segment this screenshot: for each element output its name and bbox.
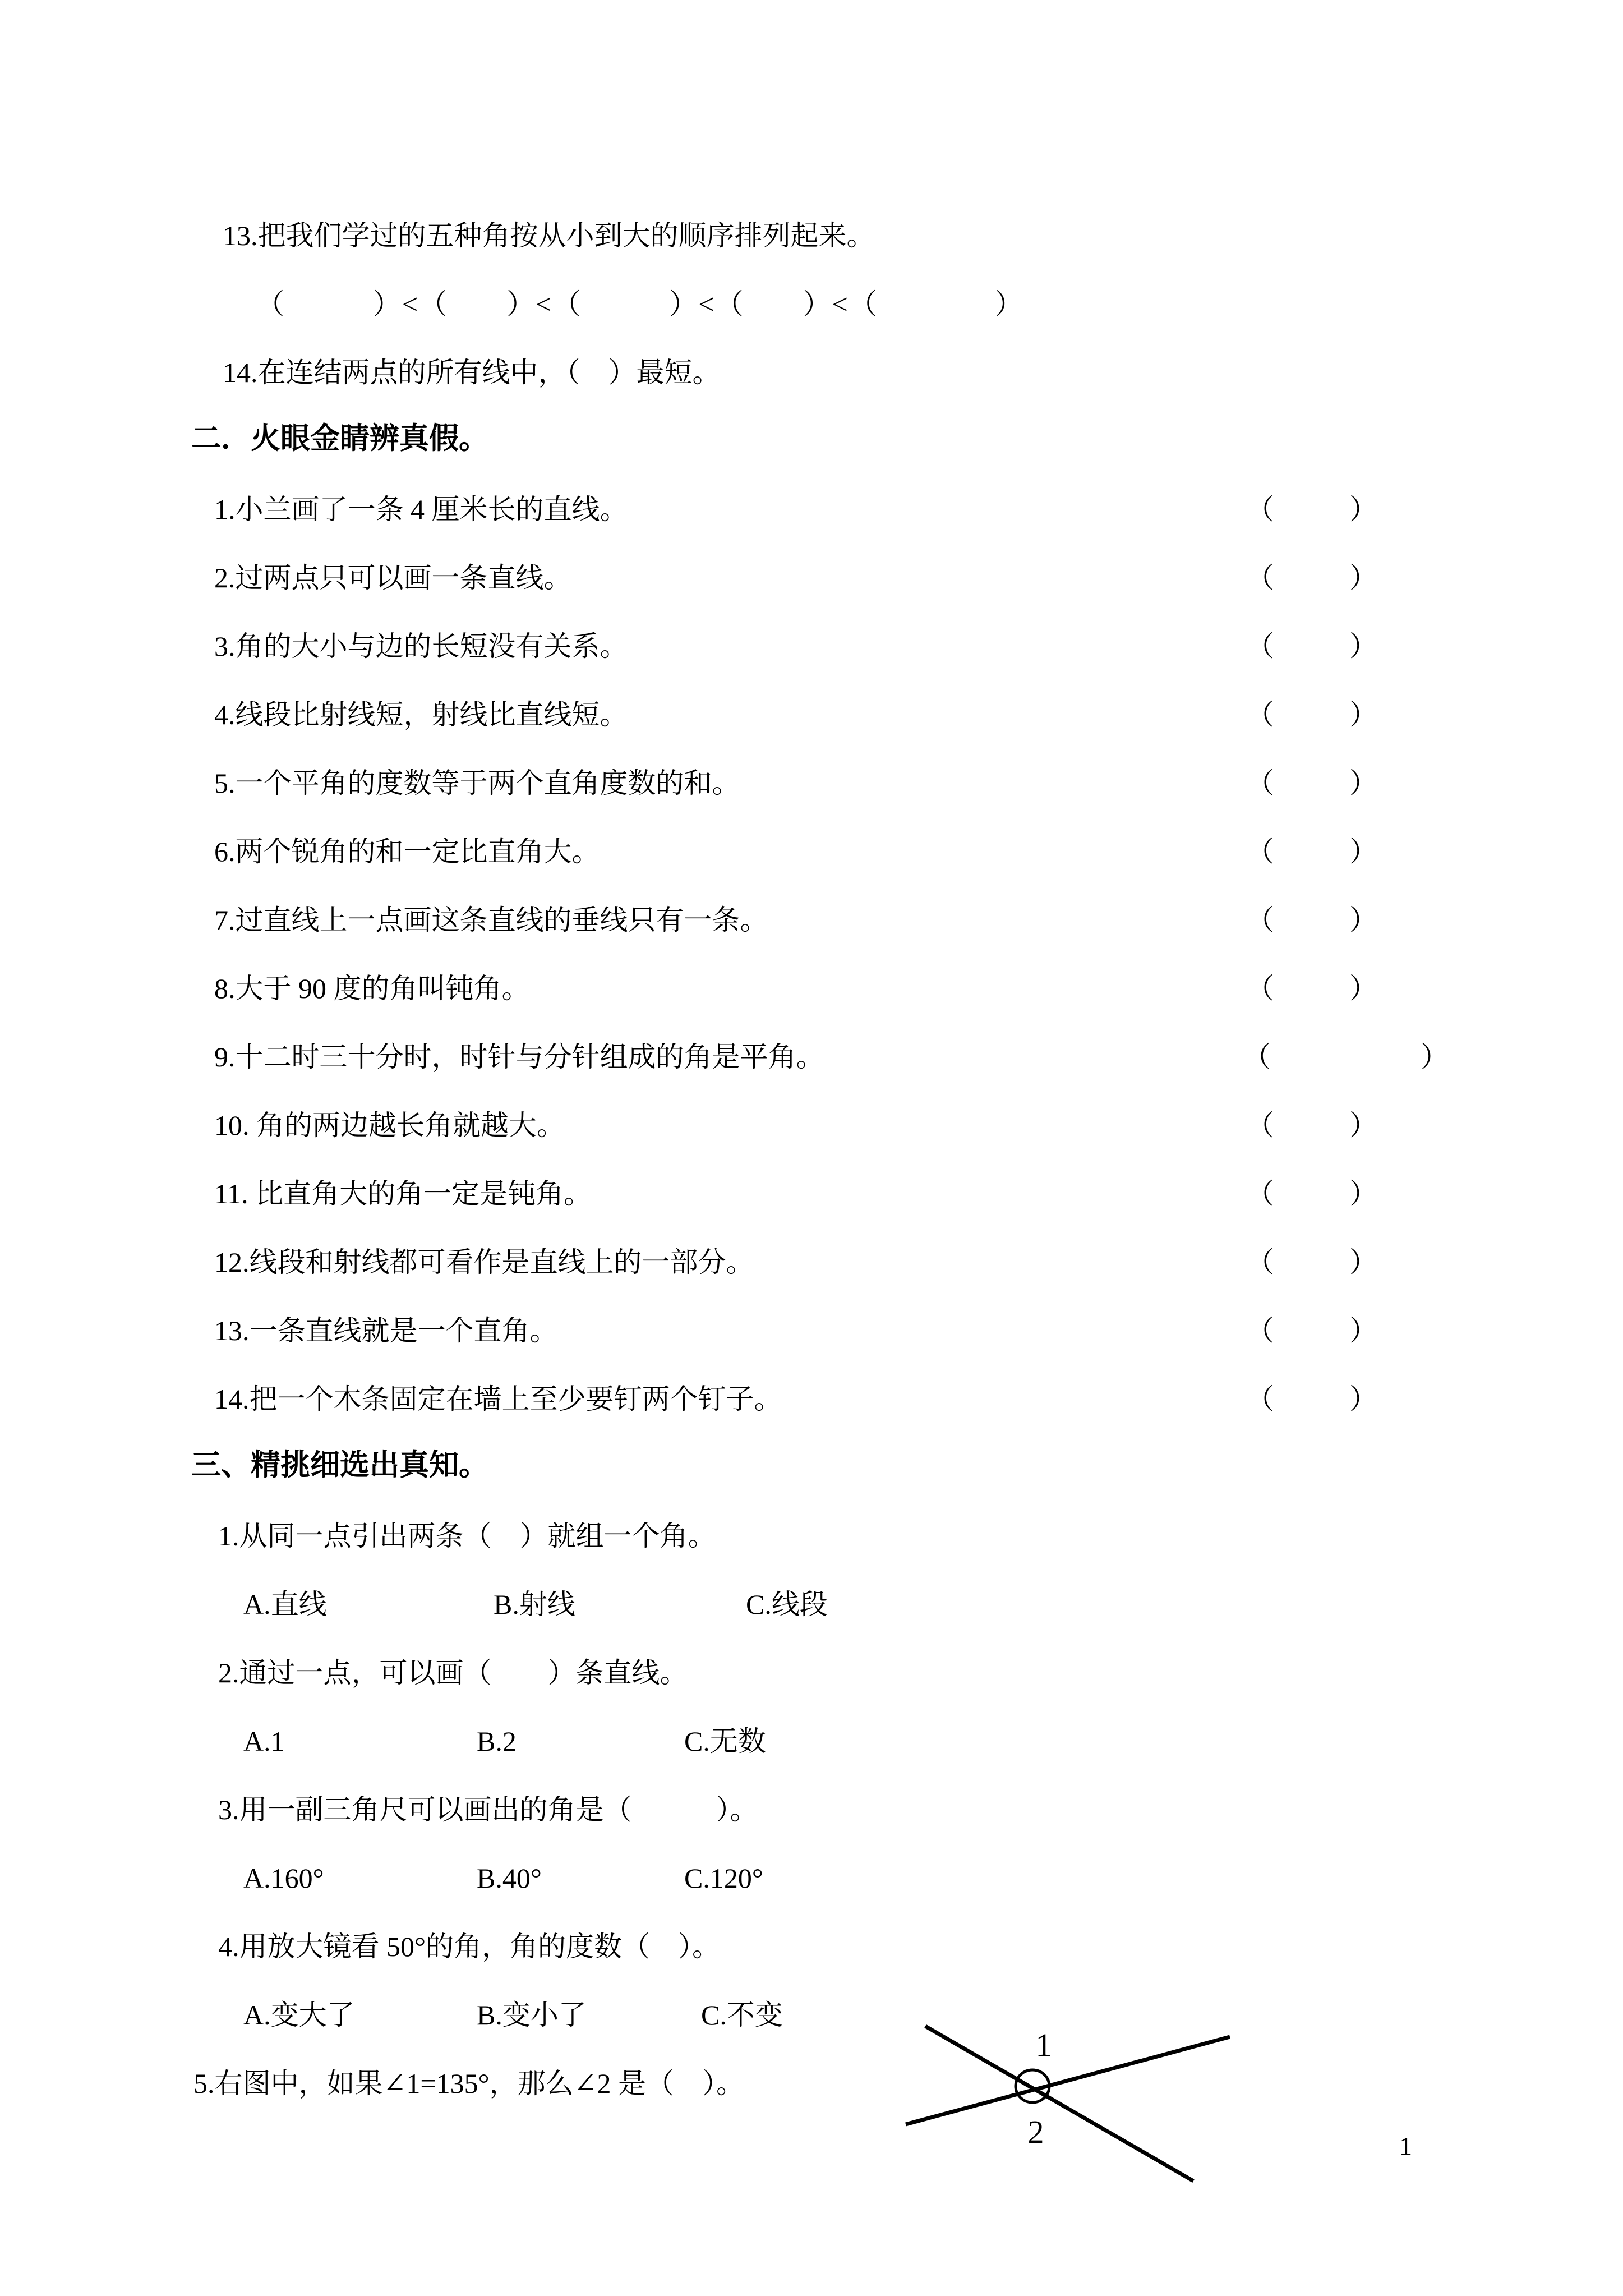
choice-option: A.直线 [243, 1589, 327, 1620]
page-number: 1 [1399, 2132, 1412, 2160]
true-false-item-text [214, 561, 572, 595]
answer-paren-open: （ [1246, 494, 1274, 525]
true-false-item-statement: 过两点只可以画一条直线。 [235, 562, 572, 593]
answer-paren-close: ） [1349, 1383, 1377, 1415]
true-false-item-statement: 小兰画了一条 4 厘米长的直线。 [235, 494, 628, 525]
true-false-item [0, 698, 1623, 731]
question-13-answer-blanks: （ ）<（ ）<（ ）<（ ）<（ ） [256, 288, 1024, 320]
true-false-item-number: 8. [214, 973, 236, 1004]
answer-paren-close: ） [1421, 1041, 1449, 1073]
choice-question-text: 从同一点引出两条（ ）就组一个角。 [239, 1520, 716, 1552]
choice-question-text: 通过一点，可以画（ ）条直线。 [239, 1657, 688, 1688]
answer-paren-close: ） [1349, 631, 1377, 662]
choice-question [218, 1930, 720, 1963]
answer-paren-close: ） [1349, 1110, 1377, 1141]
answer-paren-open: （ [1243, 1041, 1271, 1073]
choice-question-text: 右图中，如果∠1=135°，那么∠2 是（ ）。 [214, 2068, 744, 2099]
true-false-item-number: 1. [214, 494, 236, 525]
choice-question-text: 用放大镜看 50°的角，角的度数（ ）。 [239, 1931, 720, 1962]
true-false-item-number: 14. [214, 1383, 250, 1415]
true-false-item-text [214, 1245, 754, 1279]
true-false-item-statement: 一条直线就是一个直角。 [249, 1315, 558, 1346]
true-false-item-text [214, 972, 530, 1005]
choice-option: C.不变 [701, 1999, 783, 2031]
answer-paren-open: （ [1246, 1383, 1274, 1415]
true-false-item-number: 10. [214, 1110, 250, 1141]
answer-paren-open: （ [1246, 973, 1274, 1004]
answer-paren-open: （ [1246, 699, 1274, 730]
question-13 [223, 219, 875, 252]
true-false-item [0, 1040, 1623, 1074]
true-false-item-number: 5. [214, 767, 236, 799]
true-false-item-statement: 把一个木条固定在墙上至少要钉两个钉子。 [249, 1383, 782, 1415]
answer-paren-open: （ [1246, 1178, 1274, 1209]
choice-option: A.变大了 [243, 1999, 355, 2031]
true-false-item-number: 3. [214, 631, 236, 662]
true-false-item [0, 766, 1623, 800]
question-14-number: 14. [223, 357, 258, 388]
true-false-item-text [214, 493, 628, 526]
true-false-item [0, 903, 1623, 937]
question-14 [223, 356, 721, 389]
true-false-item-number: 13. [214, 1315, 250, 1346]
answer-paren-open: （ [1246, 562, 1274, 593]
choice-question-text: 用一副三角尺可以画出的角是（ ）。 [239, 1794, 758, 1825]
choice-question [218, 1793, 758, 1826]
true-false-item-text [214, 1314, 558, 1347]
answer-paren-close: ） [1349, 1315, 1377, 1346]
choice-option: A.160° [243, 1862, 324, 1894]
figure-line-shallow [906, 2037, 1230, 2124]
true-false-item [0, 1245, 1623, 1279]
true-false-item-text [214, 1382, 782, 1416]
answer-paren-close: ） [1349, 973, 1377, 1004]
true-false-item-number: 11. [214, 1178, 248, 1209]
true-false-item-text [214, 903, 768, 937]
true-false-item-statement: 大于 90 度的角叫钝角。 [235, 973, 530, 1004]
true-false-item-statement: 十二时三十分时，时针与分针组成的角是平角。 [235, 1041, 824, 1073]
true-false-item-statement: 比直角大的角一定是钝角。 [248, 1178, 592, 1209]
answer-paren-open: （ [1246, 836, 1274, 867]
true-false-item-number: 4. [214, 699, 236, 730]
true-false-item [0, 1314, 1623, 1347]
true-false-item-text [214, 1177, 592, 1211]
choice-question [218, 1656, 688, 1690]
section-3-heading: 三、精挑细选出真知。 [191, 1449, 488, 1481]
choice-question-number: 2. [218, 1657, 239, 1688]
answer-paren-close: ） [1349, 904, 1377, 936]
choice-question-number: 5. [193, 2068, 215, 2099]
answer-paren-close: ） [1349, 1178, 1377, 1209]
choice-question-number: 3. [218, 1794, 239, 1825]
true-false-item-text [214, 1040, 824, 1074]
choice-option: B.2 [477, 1726, 517, 1757]
answer-paren-close: ） [1349, 1246, 1377, 1278]
true-false-item [0, 1382, 1623, 1416]
true-false-item-number: 7. [214, 904, 236, 936]
true-false-item [0, 972, 1623, 1005]
choice-question-number: 4. [218, 1931, 239, 1962]
answer-paren-open: （ [1246, 1110, 1274, 1141]
true-false-item-statement: 角的大小与边的长短没有关系。 [235, 631, 628, 662]
true-false-item [0, 1108, 1623, 1142]
true-false-item-text [214, 629, 628, 663]
answer-paren-close: ） [1349, 494, 1377, 525]
true-false-item-statement: 角的两边越长角就越大。 [249, 1110, 565, 1141]
true-false-item-text [214, 766, 740, 800]
true-false-item-number: 2. [214, 562, 236, 593]
angle-figure [875, 1997, 1267, 2210]
true-false-item-statement: 一个平角的度数等于两个直角度数的和。 [235, 767, 740, 799]
answer-paren-open: （ [1246, 1246, 1274, 1278]
question-13-text: 把我们学过的五种角按从小到大的顺序排列起来。 [257, 220, 875, 251]
figure-angle-1-label: 1 [1035, 2027, 1052, 2063]
true-false-item-number: 12. [214, 1246, 250, 1278]
figure-line-steep [925, 2026, 1193, 2181]
question-13-number: 13. [223, 220, 258, 251]
answer-paren-open: （ [1246, 767, 1274, 799]
answer-paren-close: ） [1349, 836, 1377, 867]
figure-angle-2-label: 2 [1027, 2114, 1044, 2150]
answer-paren-open: （ [1246, 631, 1274, 662]
true-false-item [0, 1177, 1623, 1211]
choice-option: C.线段 [746, 1589, 828, 1620]
choice-option: C.无数 [684, 1726, 766, 1757]
true-false-item-text [214, 835, 600, 868]
true-false-item [0, 493, 1623, 526]
true-false-item-statement: 线段比射线短，射线比直线短。 [235, 699, 628, 730]
answer-paren-open: （ [1246, 1315, 1274, 1346]
true-false-item [0, 835, 1623, 868]
true-false-item [0, 561, 1623, 595]
true-false-item-number: 9. [214, 1041, 236, 1073]
section-2-heading: 二．火眼金睛辨真假。 [191, 422, 488, 455]
choice-option: A.1 [243, 1726, 285, 1757]
true-false-item-statement: 过直线上一点画这条直线的垂线只有一条。 [235, 904, 768, 936]
answer-paren-close: ） [1349, 562, 1377, 593]
answer-paren-close: ） [1349, 699, 1377, 730]
question-14-text: 在连结两点的所有线中，（ ）最短。 [257, 357, 721, 388]
choice-option: B.40° [477, 1862, 542, 1894]
choice-option: C.120° [684, 1862, 763, 1894]
choice-option: B.变小了 [477, 1999, 587, 2031]
choice-question [218, 1519, 716, 1553]
choice-question-number: 1. [218, 1520, 239, 1552]
true-false-item-number: 6. [214, 836, 236, 867]
true-false-item-text [214, 1108, 565, 1142]
true-false-item-statement: 两个锐角的和一定比直角大。 [235, 836, 600, 867]
answer-paren-open: （ [1246, 904, 1274, 936]
true-false-item [0, 629, 1623, 663]
answer-paren-close: ） [1349, 767, 1377, 799]
true-false-item-text [214, 698, 628, 731]
choice-question [193, 2067, 744, 2100]
true-false-item-statement: 线段和射线都可看作是直线上的一部分。 [249, 1246, 754, 1278]
choice-option: B.射线 [494, 1589, 575, 1620]
